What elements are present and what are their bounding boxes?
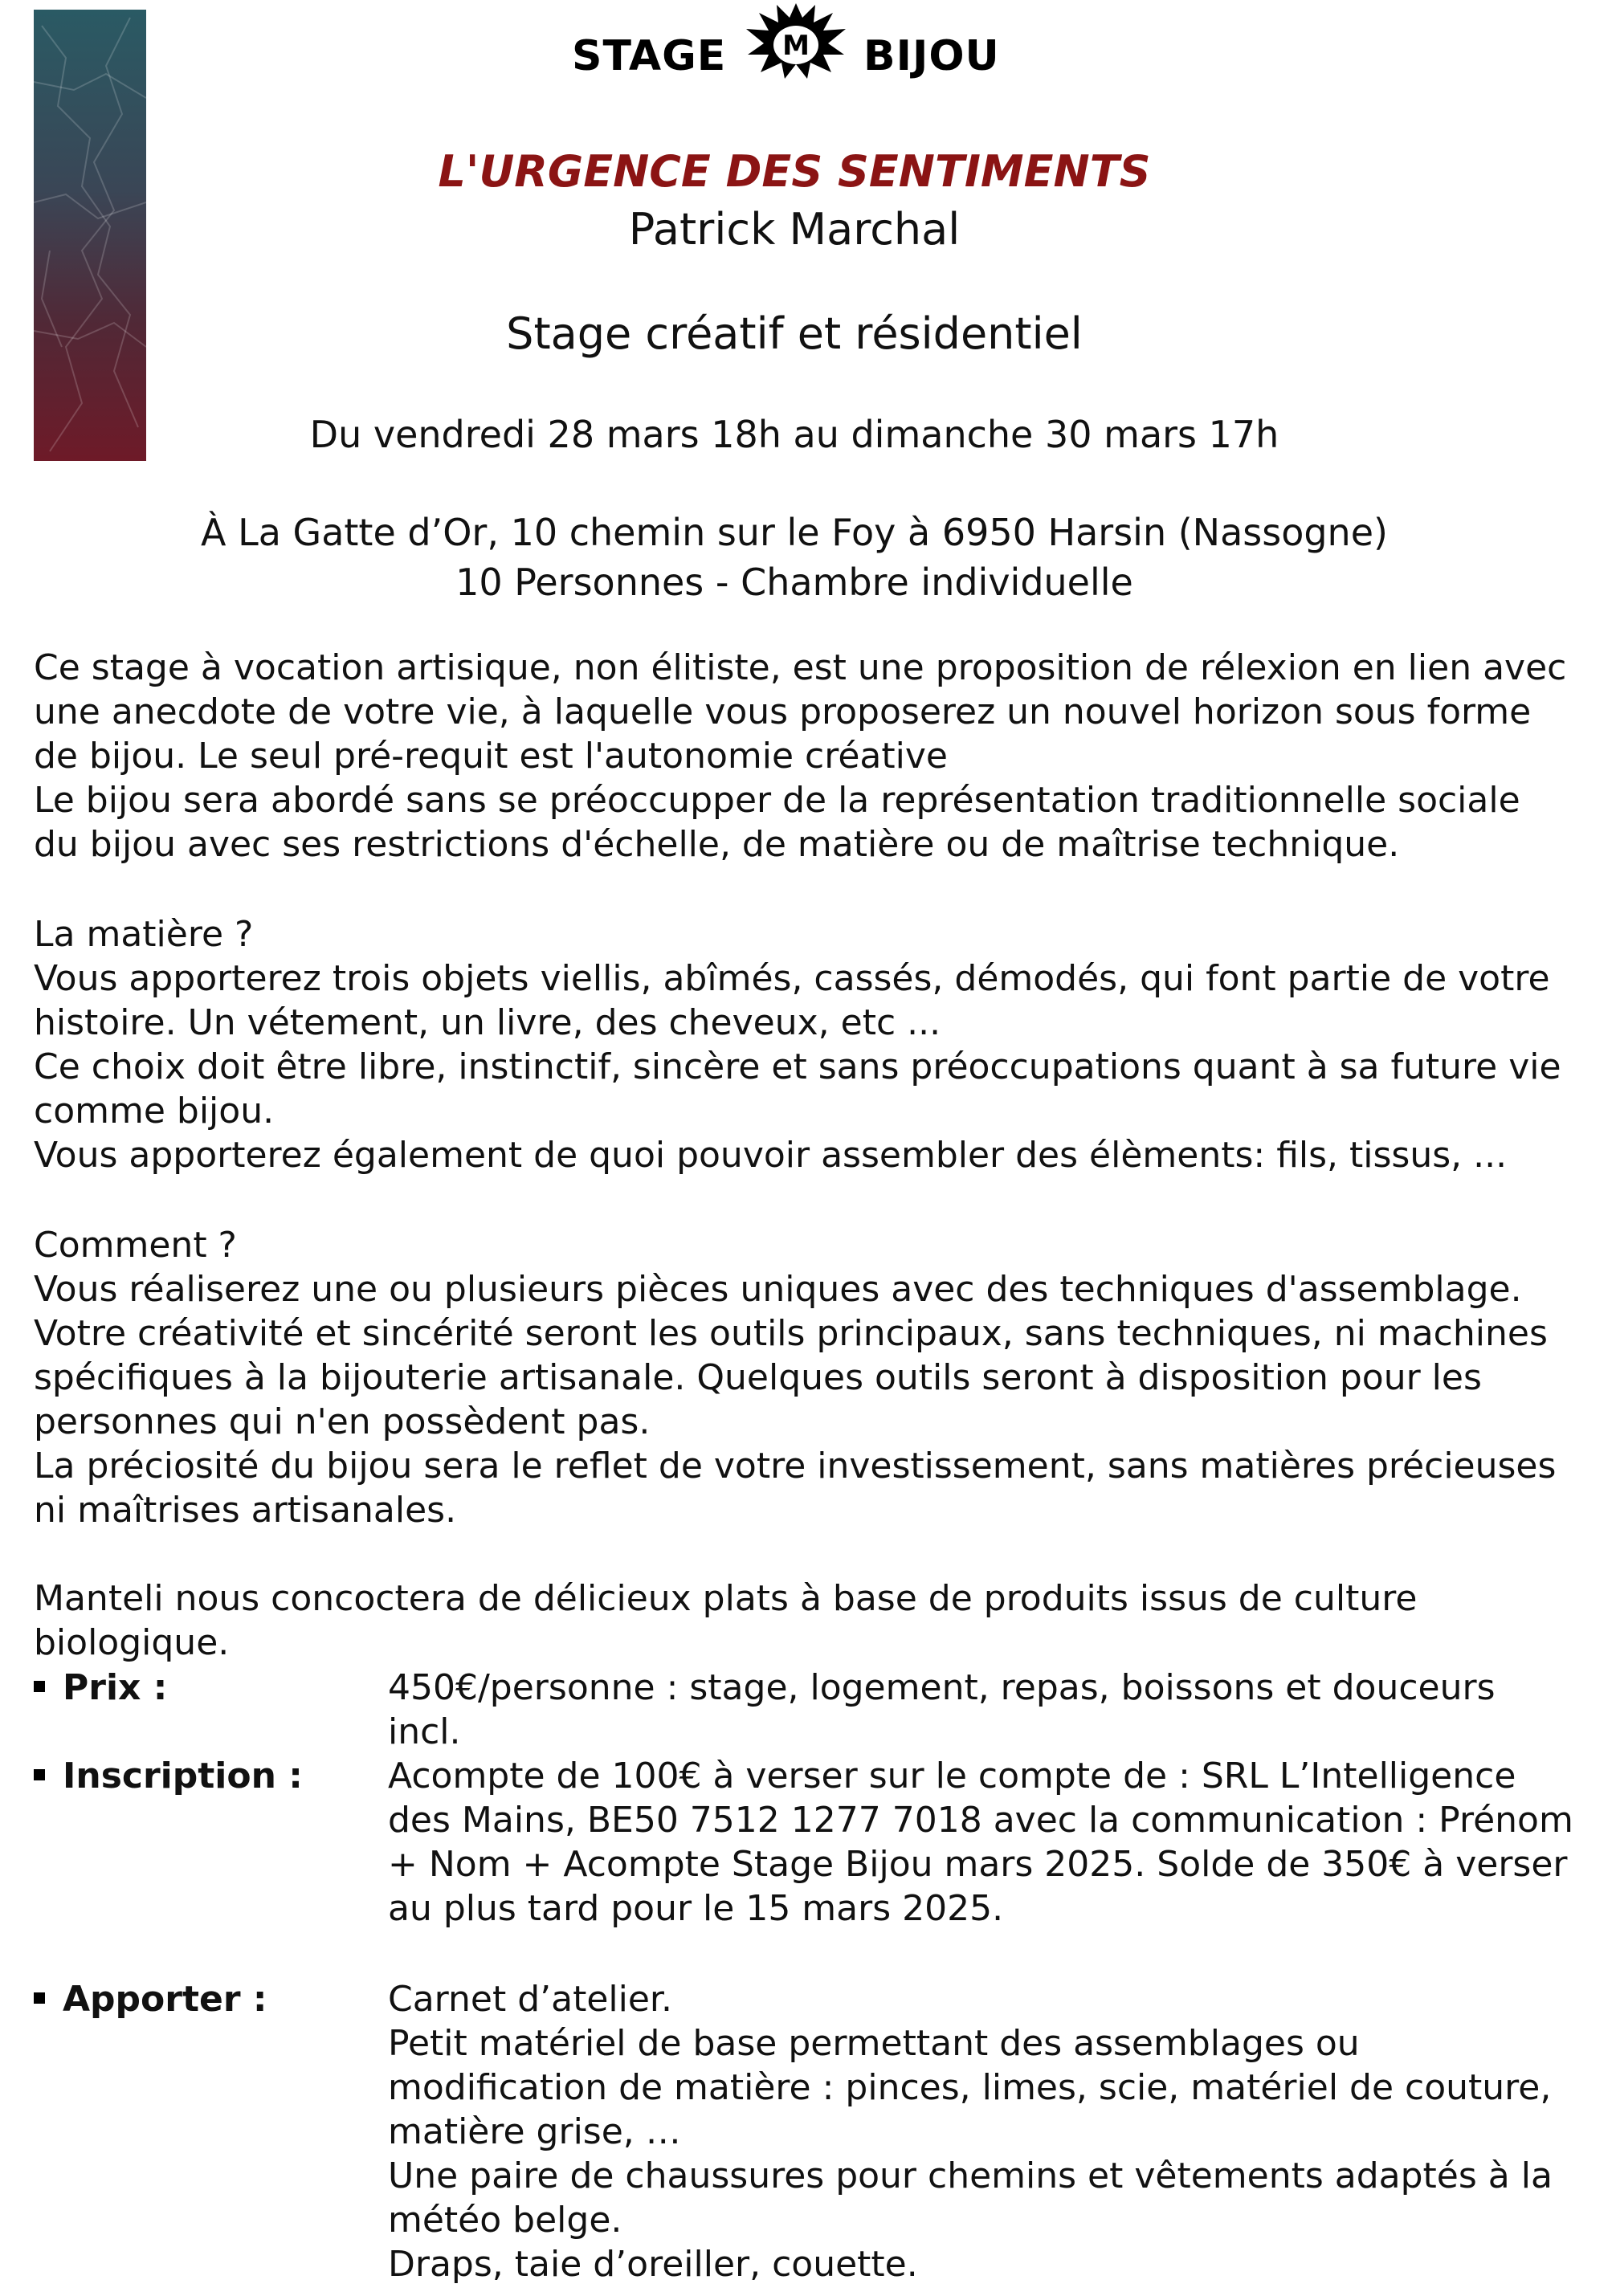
bring-item: Draps, taie d’oreiller, couette. [388, 2244, 918, 2285]
section-paragraph: Vous apporterez trois objets viellis, abîmés, cassés, démodés, qui font partie de votre histoire. Un vétement, un livre, des cheveux, etc ... [34, 958, 1550, 1043]
logo-banner [0, 0, 1589, 88]
inscription-label: Inscription : [63, 1756, 303, 1796]
catering-note: Manteli nous concoctera de délicieux plats à base de produits issus de culture biologique. [34, 1578, 1418, 1663]
section-paragraph: Votre créativité et sincérité seront les outils principaux, sans techniques, ni machines spécifiques à la bijouterie artisanale. Quelques outils seront à disposition pour les personnes qui n'en possèdent pas. [34, 1313, 1548, 1442]
intro-section [34, 646, 1576, 867]
section-heading: Comment ? [34, 1225, 237, 1266]
price-label: Prix : [63, 1667, 168, 1708]
logo-word-stage: STAGE [572, 32, 727, 80]
page-title: L'URGENCE DES SENTIMENTS [438, 146, 1151, 197]
intro-paragraph: Ce stage à vocation artisique, non élitiste, est une proposition de rélexion en lien avec une anecdote de votre vie, à laquelle vous proposerez un nouvel horizon sous forme de bijou. Le seul pré-requit est l'autonomie créative [34, 647, 1567, 777]
author-name: Patrick Marchal [628, 204, 961, 255]
bring-value [388, 1977, 1577, 2286]
event-capacity: 10 Personnes - Chambre individuelle [455, 561, 1133, 604]
event-place: À La Gatte d’Or, 10 chemin sur le Foy à 6950 Harsin (Nassogne) [201, 511, 1388, 554]
bring-item: Carnet d’atelier. [388, 1979, 672, 2020]
bring-label: Apporter : [63, 1979, 267, 2020]
svg-text:M: M [782, 30, 810, 62]
square-bullet-icon [34, 1992, 45, 2004]
section-paragraph: Ce choix doit être libre, instinctif, sincère et sans préoccupations quant à sa future vie comme bijou. [34, 1046, 1561, 1132]
page-subtitle: Stage créatif et résidentiel [506, 308, 1083, 359]
spiky-m-logo-icon [743, 0, 849, 80]
inscription-value: Acompte de 100€ à verser sur le compte de : SRL L’Intelligence des Mains, BE50 7512 1277 7018 avec la communication : Prénom + Nom + Acompte Stage Bijou mars 2025. Solde de 350€ à verser au plus tard pour le 15 mars 2025. [388, 1756, 1573, 1929]
comment-section [34, 1223, 1576, 1532]
square-bullet-icon [34, 1769, 45, 1780]
matiere-section [34, 912, 1576, 1177]
section-paragraph: Vous apporterez également de quoi pouvoir assembler des élèments: fils, tissus, ... [34, 1135, 1508, 1176]
bring-item: Petit matériel de base permettant des assemblages ou modification de matière : pinces, limes, scie, matériel de couture, matière grise, … [388, 2023, 1552, 2152]
price-value: 450€/personne : stage, logement, repas, boissons et douceurs incl. [388, 1667, 1496, 1752]
section-heading: La matière ? [34, 914, 254, 955]
section-paragraph: Vous réaliserez une ou plusieurs pièces uniques avec des techniques d'assemblage. [34, 1269, 1522, 1310]
logo-word-bijou: BIJOU [863, 32, 1000, 80]
section-paragraph: La préciosité du bijou sera le reflet de votre investissement, sans matières précieuses ni maîtrises artisanales. [34, 1446, 1557, 1531]
bring-item: Une paire de chaussures pour chemins et vêtements adaptés à la météo belge. [388, 2155, 1553, 2241]
square-bullet-icon [34, 1681, 45, 1692]
intro-paragraph: Le bijou sera abordé sans se préoccupper de la représentation traditionnelle sociale du bijou avec ses restrictions d'échelle, de matière ou de maîtrise technique. [34, 780, 1520, 865]
event-dates: Du vendredi 28 mars 18h au dimanche 30 mars 17h [309, 413, 1279, 456]
